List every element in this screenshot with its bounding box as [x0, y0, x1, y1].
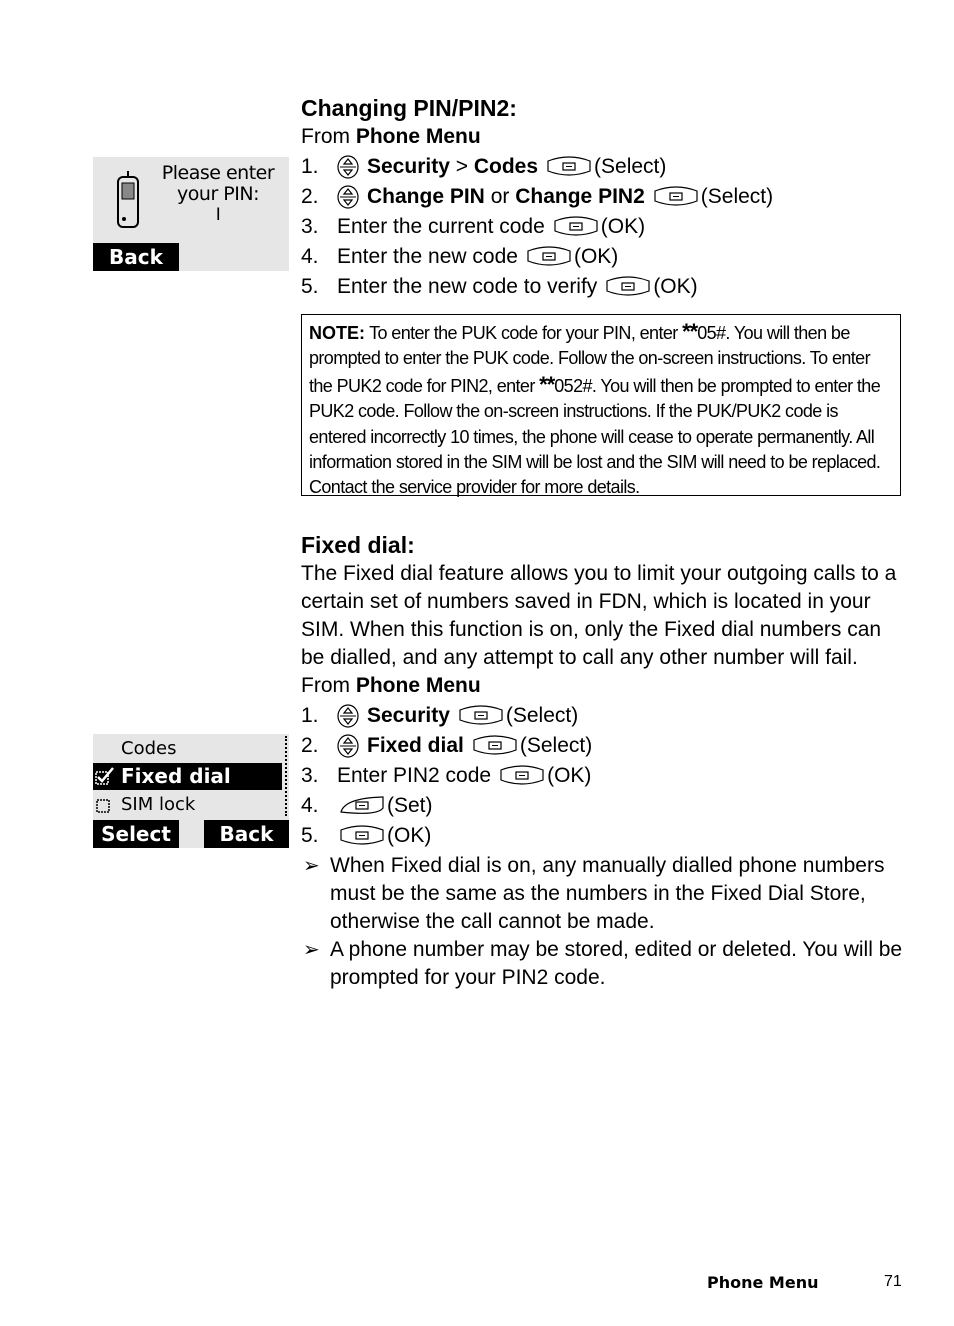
- screen-menu-item-label: Fixed dial: [121, 764, 231, 788]
- section-title: Fixed dial:: [301, 532, 415, 558]
- phone-screen-pin: [93, 157, 289, 271]
- nav-key-icon: [337, 185, 359, 209]
- screen-menu-title: Codes: [121, 738, 177, 759]
- note-box: NOTE: To enter the PUK code for your PIN, enter **05#. You will then be prompted to enter the PUK code. Follow the on-screen instructions. To enter the PUK2 code for PIN2, enter **052#. You will then be prompted to enter the PUK2 code. Follow the on-screen instructions. If the PUK/PUK2 code is entered incorrectly 10 times, the phone will cease to operate permanently. All information stored in the SIM will be lost and the SIM will need to be replaced. Contact the service provider for more details.: [301, 314, 901, 496]
- soft-key-icon: [553, 215, 599, 239]
- section-title: Changing PIN/PIN2:: [301, 95, 517, 121]
- step-2: 2. Change PIN or Change PIN2 (Select): [301, 185, 774, 208]
- screen-text-line1: Please enter: [161, 162, 275, 184]
- tips-list: [301, 852, 906, 992]
- step-1: 1. Security > Codes (Select): [301, 155, 667, 178]
- screen-menu-item-selected: [93, 763, 282, 790]
- section-paragraph: The Fixed dial feature allows you to limit your outgoing calls to a certain set of numbers saved in FDN, which is located in your SIM. When this function is on, only the Fixed dial numbers can be dialled, and any attempt to call any other number will fail.: [301, 562, 897, 669]
- softkey-back: Back: [204, 820, 289, 848]
- steps-list: [301, 152, 906, 302]
- nav-key-icon: [337, 734, 359, 758]
- arrow-tip-icon: ➢: [303, 855, 320, 877]
- soft-key-icon: [605, 275, 651, 299]
- phone-icon: [115, 169, 141, 233]
- soft-key-icon: [653, 185, 699, 209]
- tip-item: ➢ When Fixed dial is on, any manually dialled phone numbers must be the same as the numbers in the Fixed Dial Store, otherwise the call cannot be made.: [303, 854, 885, 933]
- footer-section-name: Phone Menu: [707, 1273, 819, 1292]
- screen-cursor: I: [215, 205, 221, 225]
- nav-key-icon: [337, 155, 359, 179]
- screen-text-line2: your PIN:: [177, 183, 259, 205]
- phone-screen-codes: [93, 734, 289, 848]
- screen-menu-item: [93, 792, 282, 818]
- left-soft-key-icon: [339, 794, 385, 818]
- screen-menu-item-label: SIM lock: [121, 794, 196, 815]
- softkey-select: Select: [93, 820, 179, 848]
- steps-list: [301, 701, 906, 851]
- step-4: 4. (Set): [301, 794, 433, 817]
- step-3: 3. Enter the current code (OK): [301, 215, 646, 238]
- step-2: 2. Fixed dial (Select): [301, 734, 593, 757]
- screen-scrollbar: [285, 736, 289, 816]
- soft-key-icon: [472, 734, 518, 758]
- soft-key-icon: [526, 245, 572, 269]
- soft-key-icon: [499, 764, 545, 788]
- step-4: 4. Enter the new code (OK): [301, 245, 619, 268]
- section-changing-pin: [301, 94, 906, 302]
- arrow-tip-icon: ➢: [303, 939, 320, 961]
- note-label: NOTE:: [309, 323, 365, 343]
- step-5: 5. Enter the new code to verify (OK): [301, 275, 698, 298]
- step-1: 1. Security (Select): [301, 704, 579, 727]
- softkey-back: Back: [93, 243, 179, 271]
- from-line: From Phone Menu: [301, 125, 481, 148]
- page-number: 71: [884, 1273, 902, 1290]
- step-3: 3. Enter PIN2 code (OK): [301, 764, 592, 787]
- soft-key-icon: [546, 155, 592, 179]
- soft-key-icon: [458, 704, 504, 728]
- from-line: From Phone Menu: [301, 674, 481, 697]
- tip-item: ➢ A phone number may be stored, edited or deleted. You will be prompted for your PIN2 code.: [303, 938, 903, 989]
- soft-key-icon: [339, 824, 385, 848]
- nav-key-icon: [337, 704, 359, 728]
- section-fixed-dial: [301, 531, 906, 992]
- checkbox-checked-icon: [95, 767, 115, 789]
- checkbox-empty-icon: [96, 798, 110, 817]
- step-5: 5. (OK): [301, 824, 432, 847]
